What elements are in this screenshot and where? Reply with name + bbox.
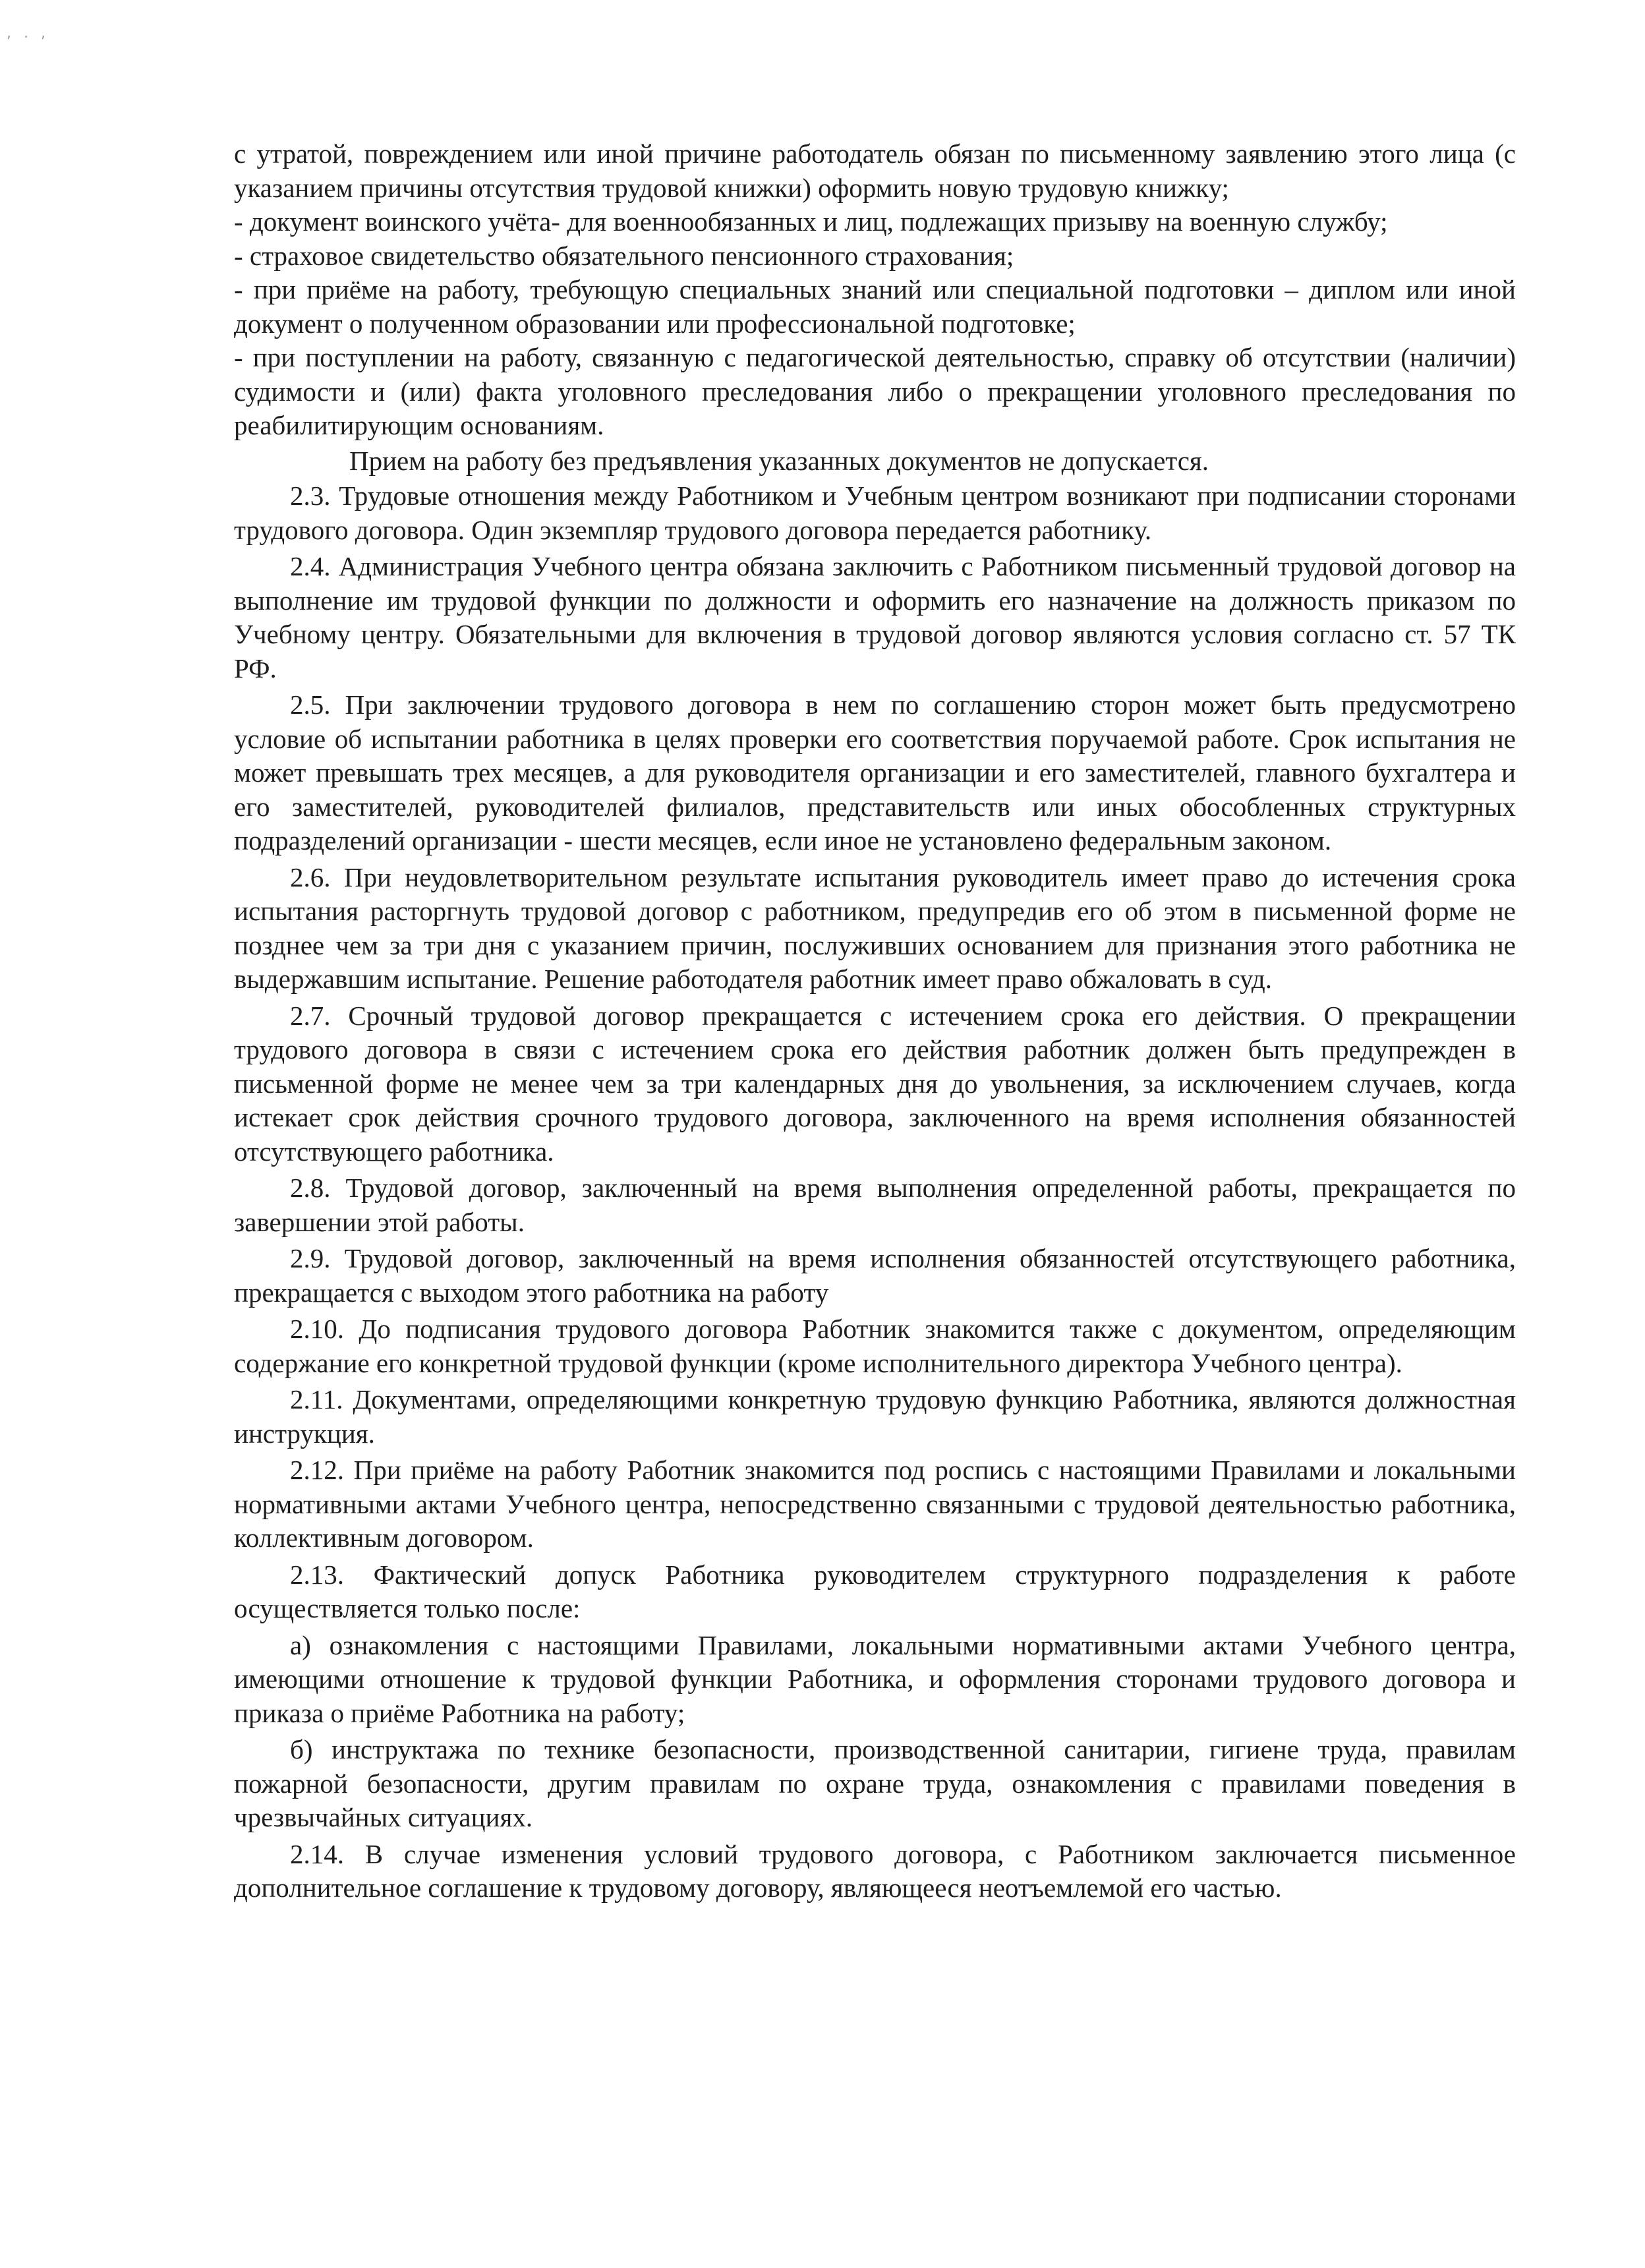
clause-2-7: 2.7. Срочный трудовой договор прекращается с истечением срока его действия. О прекращении трудового договора в связи с истечением срока его действия работник должен быть предупрежден в письменной форме не менее чем за три календарных дня до увольнения, за исключением случаев, когда истекает срок действия срочного трудового договора, заключенного на время исполнения обязанностей отсутствующего работника. [234,1000,1516,1167]
paragraph-diploma: - при приёме на работу, требующую специальных знаний или специальной подготовки – диплом или иной документ о полученном образовании или профессиональной подготовке; [234,274,1516,339]
paragraph-criminal-record: - при поступлении на работу, связанную с педагогической деятельностью, справку об отсутствии (наличии) судимости и (или) факта уголовного преследования либо о прекращении уголовного преследования по реабилитирующим основаниям. [234,342,1516,440]
clause-2-13-a: а) ознакомления с настоящими Правилами, локальными нормативными актами Учебного центра, имеющими отношение к трудовой функции Работника, и оформления сторонами трудового договора и приказа о приёме Работника на работу; [234,1629,1516,1728]
clause-2-9: 2.9. Трудовой договор, заключенный на время исполнения обязанностей отсутствующего работника, прекращается с выходом этого работника на работу [234,1243,1516,1308]
clause-2-12: 2.12. При приёме на работу Работник знакомится под роспись с настоящими Правилами и локальными нормативными актами Учебного центра, непосредственно связанными с трудовой деятельностью работника, коллективным договором. [234,1455,1516,1553]
clause-2-14: 2.14. В случае изменения условий трудового договора, с Работником заключается письменное дополнительное соглашение к трудовому договору, являющееся неотъемлемой его частью. [234,1838,1516,1903]
scan-speck: , . , [7,25,49,42]
clause-2-3: 2.3. Трудовые отношения между Работником и Учебным центром возникают при подписании сторонами трудового договора. Один экземпляр трудового договора передается работнику. [234,480,1516,545]
document-page [234,137,1516,1905]
clause-2-8: 2.8. Трудовой договор, заключенный на время выполнения определенной работы, прекращается по завершении этой работы. [234,1173,1516,1237]
clause-2-11: 2.11. Документами, определяющими конкретную трудовую функцию Работника, являются должностная инструкция. [234,1384,1516,1449]
clause-2-13: 2.13. Фактический допуск Работника руководителем структурного подразделения к работе осуществляется только после: [234,1559,1516,1623]
paragraph-pension-insurance: - страховое свидетельство обязательного пенсионного страхования; [234,240,1014,271]
clause-2-5: 2.5. При заключении трудового договора в нем по соглашению сторон может быть предусмотрено условие об испытании работника в целях проверки его соответствия поручаемой работе. Срок испытания не может превышать трех месяцев, а для руководителя организации и его заместителей, главного бухгалтера и его заместителей, руководителей филиалов, представительств или иных обособленных структурных подразделений организации - шести месяцев, если иное не установлено федеральным законом. [234,689,1516,856]
clause-2-4: 2.4. Администрация Учебного центра обязана заключить с Работником письменный трудовой договор на выполнение им трудовой функции по должности и оформить его назначение на должность приказом по Учебному центру. Обязательными для включения в трудовой договор являются условия согласно ст. 57 ТК РФ. [234,551,1516,683]
clause-2-6: 2.6. При неудовлетворительном результате испытания руководитель имеет право до истечения срока испытания расторгнуть трудовой договор с работником, предупредив его об этом в письменной форме не позднее чем за три дня с указанием причин, послуживших основанием для признания этого работника не выдержавшим испытание. Решение работодателя работник имеет право обжаловать в суд. [234,861,1516,994]
clause-2-10: 2.10. До подписания трудового договора Работник знакомится также с документом, определяющим содержание его конкретной трудовой функции (кроме исполнительного директора Учебного центра). [234,1314,1516,1378]
paragraph-lost-book: с утратой, повреждением или иной причине работодатель обязан по письменному заявлению этого лица (с указанием причины отсутствия трудовой книжки) оформить новую трудовую книжку; [234,138,1516,203]
paragraph-no-admission: Прием на работу без предъявления указанных документов не допускается. [349,445,1209,476]
paragraph-military-document: - документ воинского учёта- для военнообязанных и лиц, подлежащих призыву на военную службу; [234,206,1388,237]
clause-2-13-b: б) инструктажа по технике безопасности, производственной санитарии, гигиене труда, правилам пожарной безопасности, другим правилам по охране труда, ознакомления с правилами поведения в чрезвычайных ситуациях. [234,1734,1516,1832]
